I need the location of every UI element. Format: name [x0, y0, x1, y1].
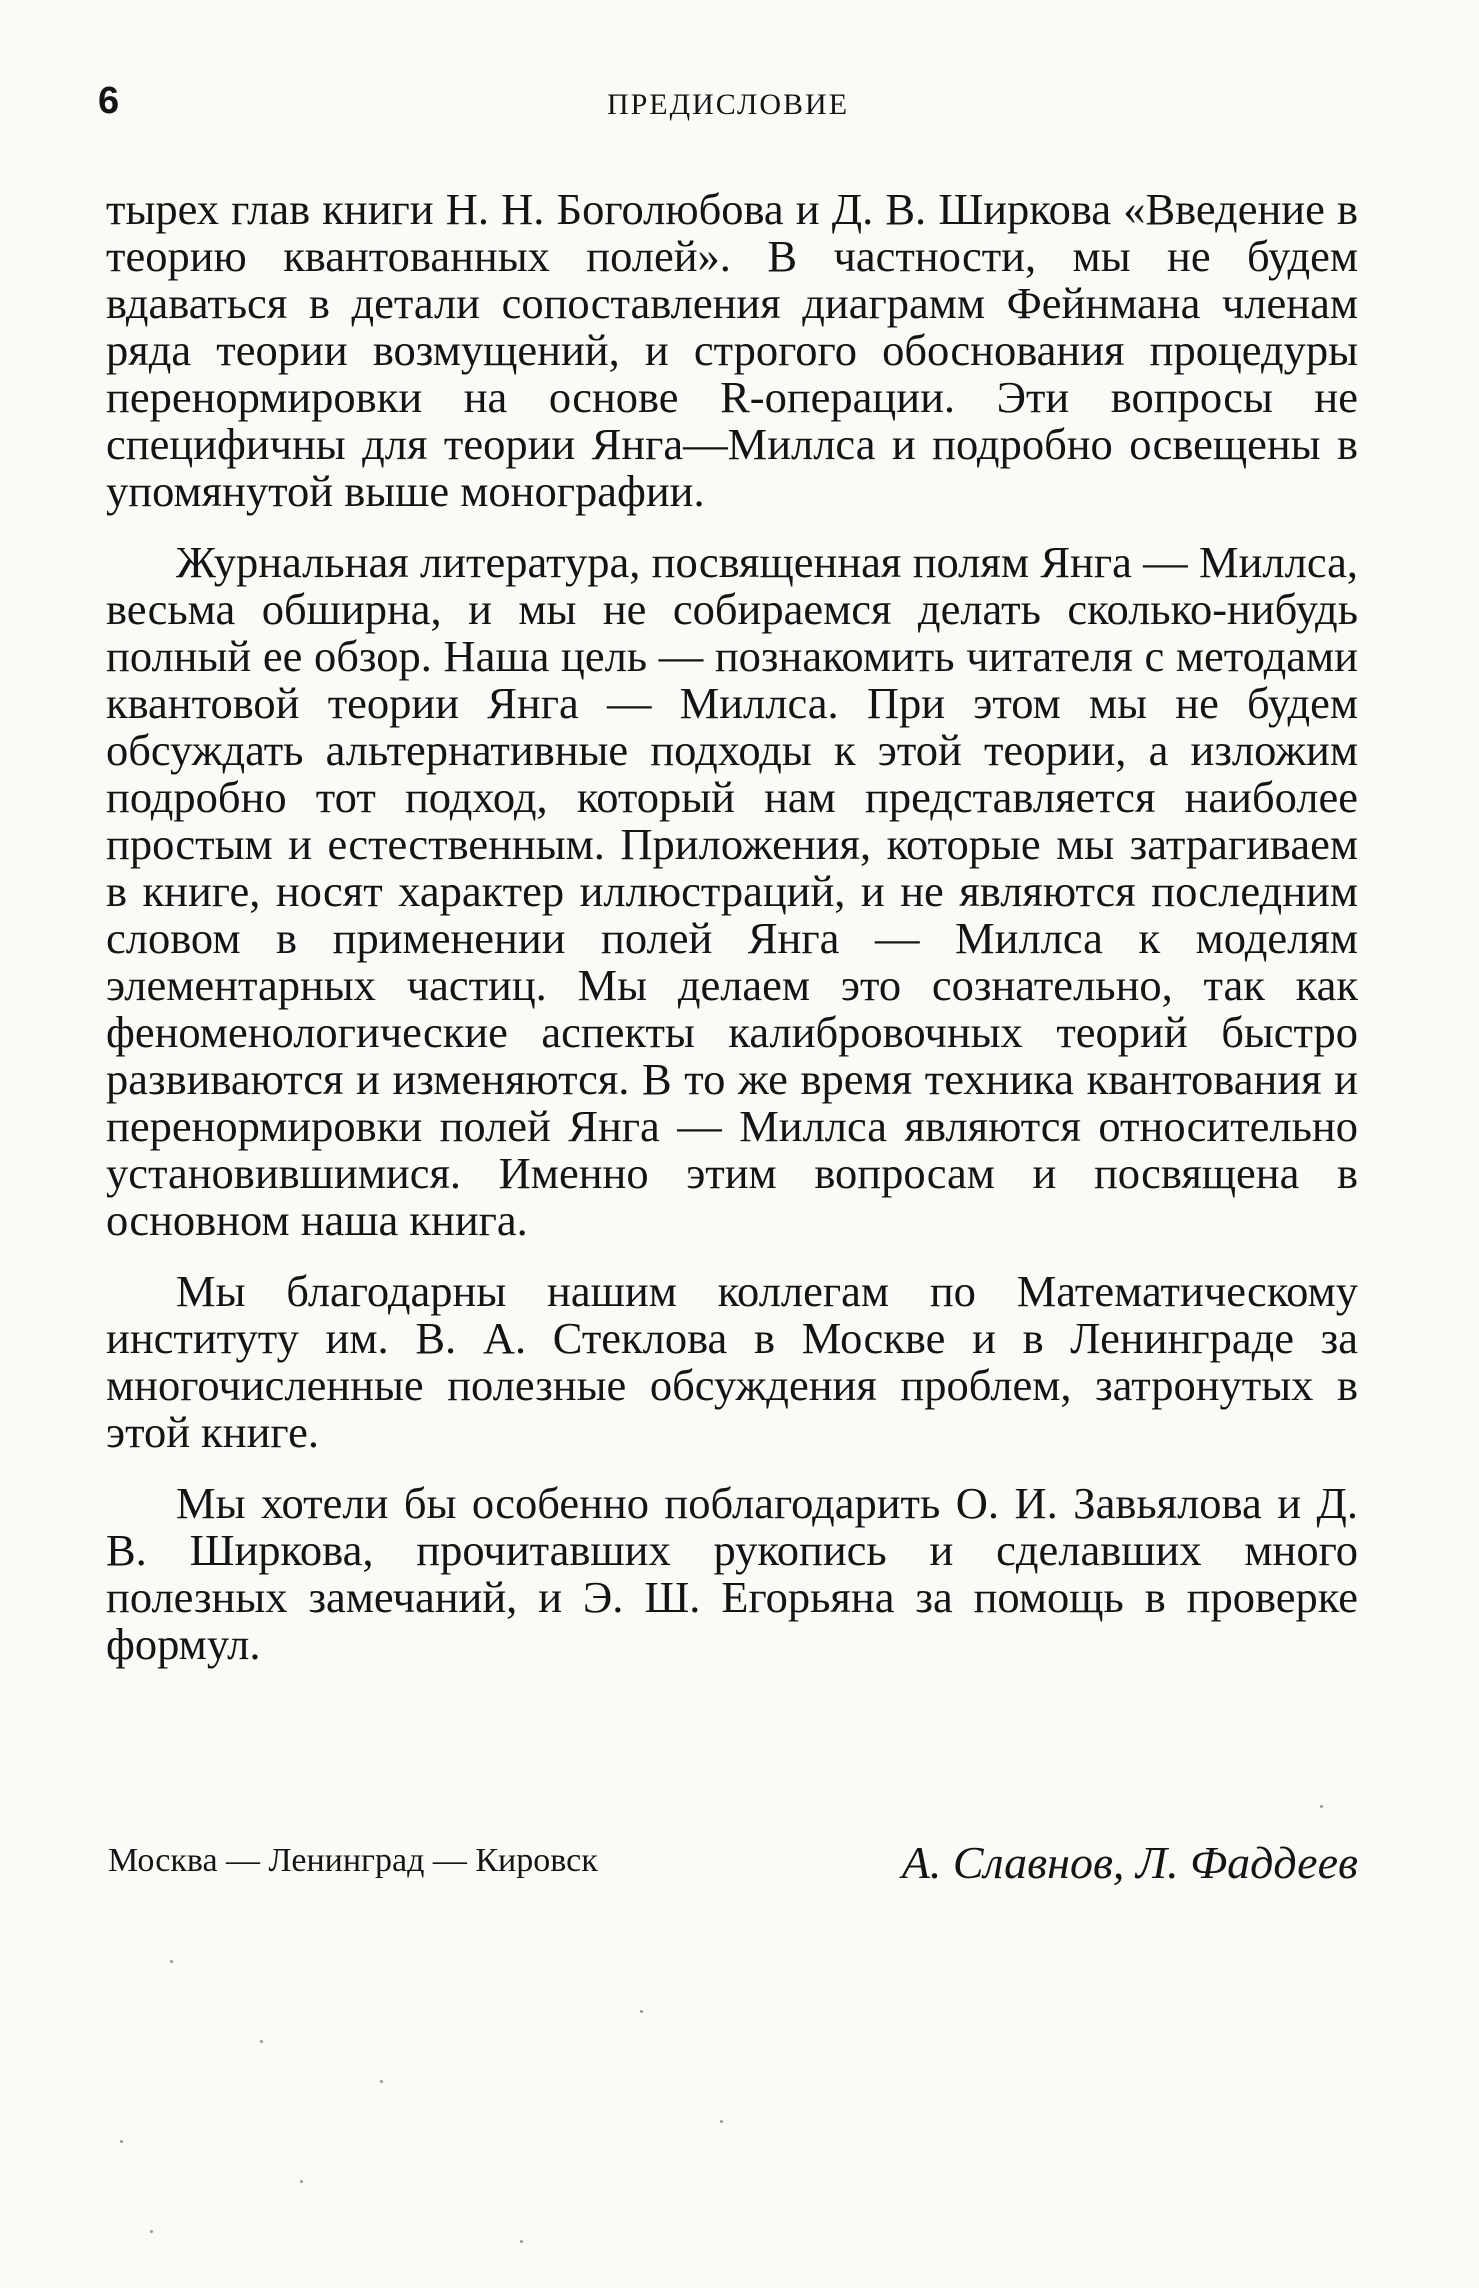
print-speck: [260, 2040, 263, 2043]
paragraph-thanks-reviewers: Мы хотели бы особенно поблагодарить О. И. Завьялова и Д. В. Ширкова, прочитавших рукопись и сделавших много полезных замечаний, и Э. Ш. Егорьяна за помощь в проверке формул.: [106, 1478, 1358, 1669]
paragraph-continuation: тырех глав книги Н. Н. Боголюбова и Д. В. Ширкова «Введение в теорию квантованных полей». В частности, мы не будем вдаваться в детали сопоставления диаграмм Фейнмана членам ряда теории возмущений, и строгого обоснования процедуры перенормировки на основе R-операции. Эти вопросы не специфичны для теории Янга—Миллса и подробно освещены в упомянутой выше монографии.: [106, 184, 1358, 516]
print-speck: [720, 2120, 723, 2123]
print-speck: [380, 2080, 383, 2083]
preface-body: [106, 186, 1358, 1668]
paragraph-thanks-colleagues: Мы благодарны нашим коллегам по Математическому институту им. В. А. Стеклова в Москве и в Ленинграде за многочисленные полезные обсуждения проблем, затронутых в этой книге.: [106, 1266, 1358, 1457]
signature-place: Москва — Ленинград — Кировск: [108, 1842, 598, 1879]
print-speck: [120, 2140, 123, 2143]
signature-authors: А. Славнов, Л. Фаддеев: [901, 1837, 1358, 1888]
print-speck: [170, 1960, 173, 1963]
print-speck: [1320, 1805, 1323, 1808]
header-title: ПРЕДИСЛОВИЕ: [606, 88, 850, 121]
paragraph-literature: Журнальная литература, посвященная полям Янга — Миллса, весьма обширна, и мы не собираемся делать сколько-нибудь полный ее обзор. Наша цель — познакомить читателя с методами квантовой теории Янга — Миллса. При этом мы не будем обсуждать альтернативные подходы к этой теории, а изложим подробно тот подход, который нам представляется наиболее простым и естественным. Приложения, которые мы затрагиваем в книге, носят характер иллюстраций, и не являются последним словом в применении полей Янга — Миллса к моделям элементарных частиц. Мы делаем это сознательно, так как феноменологические аспекты калибровочных теорий быстро развиваются и изменяются. В то же время техника квантования и перенормировки полей Янга — Миллса являются относительно установившимися. Именно этим вопросам и посвящена в основном наша книга.: [106, 537, 1358, 1245]
print-speck: [640, 2010, 643, 2013]
running-header: [98, 80, 1358, 140]
signature-block: [106, 1836, 1358, 1896]
print-speck: [300, 2180, 303, 2183]
print-speck: [520, 2240, 523, 2243]
print-speck: [150, 2230, 153, 2233]
page-number: 6: [98, 80, 120, 122]
